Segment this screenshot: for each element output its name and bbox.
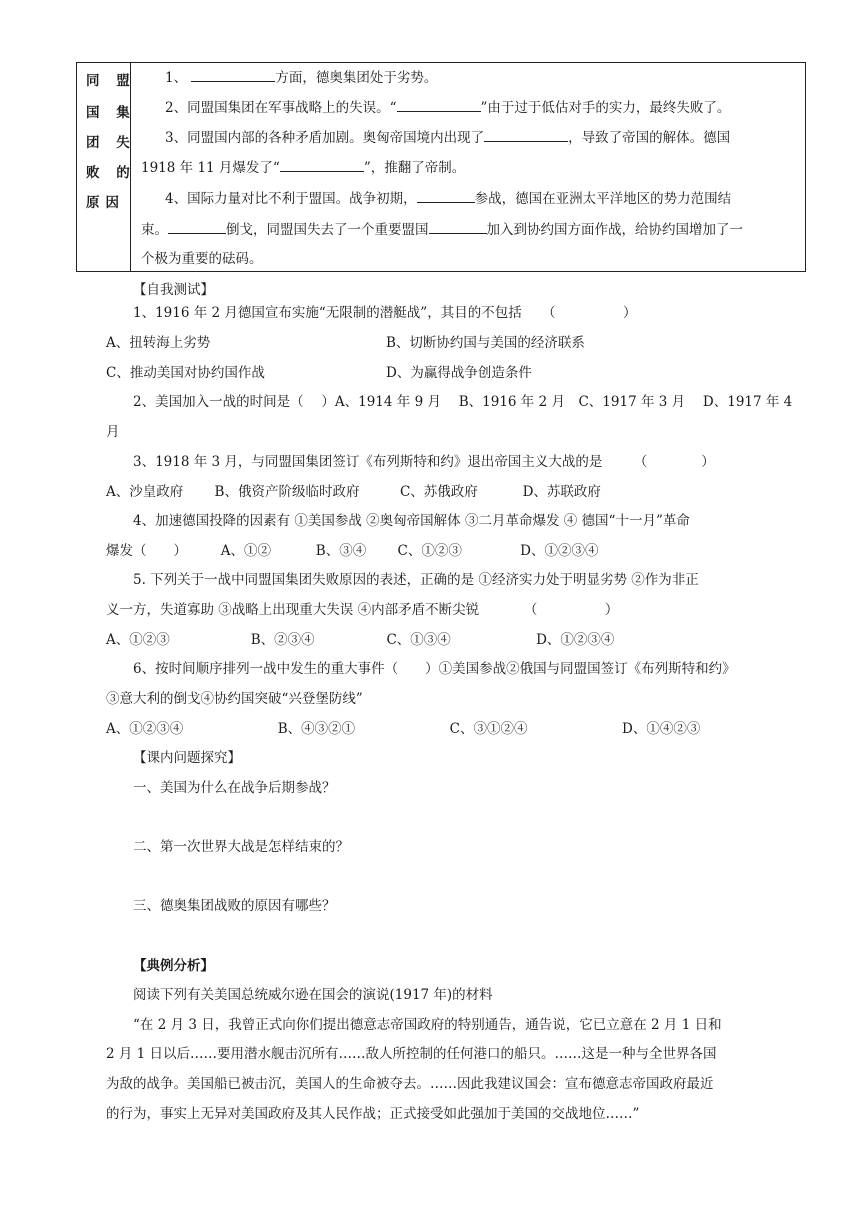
question-6-cont: ③意大利的倒戈④协约国突破“兴登堡防线” [106, 691, 363, 707]
text: 束。 [141, 222, 168, 238]
text: ”，推翻了帝制。 [363, 160, 466, 176]
failure-reasons-table [76, 62, 806, 272]
example-intro: 阅读下列有关美国总统威尔逊在国会的演说(1917 年)的材料 [133, 987, 493, 1003]
fill-blank[interactable] [168, 220, 226, 234]
inquiry-question-1: 一、美国为什么在战争后期参战？ [133, 780, 336, 796]
question-4: 4、加速德国投降的因素有 ①美国参战 ②奥匈帝国解体 ③二月革命爆发 ④ 德国“十一月”革命 [133, 513, 690, 529]
text: 2、同盟国集团在军事战略上的失误。“ [165, 100, 397, 116]
text: ，导致了帝国的解体。德国 [568, 130, 731, 146]
text: ”由于过于低估对手的实力，最终失败了。 [480, 100, 731, 116]
fill-blank[interactable] [280, 158, 364, 172]
row-label-line: 团 失 [86, 135, 136, 151]
row-label-line: 原因 [86, 195, 125, 211]
fill-blank[interactable] [429, 220, 487, 234]
question-5: 5. 下列关于一战中同盟国集团失败原因的表述，正确的是 ①经济实力处于明显劣势 ②作为非正 [133, 572, 699, 588]
table-line [165, 128, 797, 147]
text: 参战，德国在亚洲太平洋地区的势力范围结 [474, 191, 732, 207]
question-4-cont: 爆发（ ） A、①② B、③④ C、①②③ D、①②③④ [106, 543, 599, 559]
question-1: 1、1916 年 2 月德国宣布实施“无限制的潜艇战”，其目的不包括 （ ） [133, 305, 637, 321]
q5-options: A、①②③ B、②③④ C、①③④ D、①②③④ [106, 632, 615, 648]
text: 倒戈，同盟国失去了一个重要盟国 [226, 222, 429, 238]
question-6: 6、按时间顺序排列一战中发生的重大事件（ ）①美国参战②俄国与同盟国签订《布列斯特和约》 [133, 661, 736, 677]
row-label-line: 国 集 [86, 105, 136, 121]
question-2-cont: 月 [106, 424, 120, 440]
q1-option-c: C、推动美国对协约国作战 [106, 365, 265, 381]
fill-blank[interactable] [417, 189, 475, 203]
table-content [131, 63, 805, 271]
question-3: 3、1918 年 3 月，与同盟国集团签订《布列斯特和约》退出帝国主义大战的是 （ ） [133, 454, 715, 470]
text: 1918 年 11 月爆发了“ [141, 160, 280, 176]
fill-blank[interactable] [484, 128, 568, 142]
example-quote-line: “在 2 月 3 日，我曾正式向你们提出德意志帝国政府的特别通告，通告说，它已立意在 2 月 1 日和 [133, 1017, 722, 1033]
q1-option-b: B、切断协约国与美国的经济联系 [386, 335, 585, 351]
q6-options: A、①②③④ B、④③②① C、③①②④ D、①④②③ [106, 721, 701, 737]
inquiry-question-2: 二、第一次世界大战是怎样结束的？ [133, 839, 349, 855]
example-quote-line: 2 月 1 日以后……要用潜水舰击沉所有……敌人所控制的任何港口的船只。……这是一种与全世界各国 [106, 1046, 717, 1062]
text: 4、国际力量对比不利于盟国。战争初期， [165, 191, 417, 207]
row-label-line: 同 盟 [86, 73, 136, 89]
text: 加入到协约国方面作战，给协约国增加了一 [486, 222, 743, 238]
example-quote-line: 的行为，事实上无异对美国政府及其人民作战；正式接受如此强加于美国的交战地位……” [106, 1106, 640, 1122]
inquiry-question-3: 三、德奥集团战败的原因有哪些？ [133, 898, 336, 914]
question-2: 2、美国加入一战的时间是（ ）A、1914 年 9 月 B、1916 年 2 月 C、1917 年 3 月 D、1917 年 4 [133, 394, 793, 410]
table-line [165, 68, 797, 87]
row-label-line: 败 的 [86, 165, 136, 181]
text: 3、同盟国内部的各种矛盾加剧。奥匈帝国境内出现了 [165, 130, 485, 146]
text: 1、 [165, 70, 192, 86]
table-line [165, 98, 797, 117]
table-row-label [77, 63, 136, 271]
fill-blank[interactable] [191, 68, 275, 82]
section-heading-self-test: 【自我测试】 [133, 282, 214, 298]
text: 方面，德奥集团处于劣势。 [275, 70, 438, 86]
section-heading-inquiry: 【课内问题探究】 [133, 750, 241, 766]
fill-blank[interactable] [397, 98, 481, 112]
table-line [165, 189, 797, 208]
example-quote-line: 为敌的战争。美国船已被击沉，美国人的生命被夺去。……因此我建议国会：宣布德意志帝国政府最近 [106, 1076, 714, 1092]
table-line [141, 220, 797, 239]
question-5-cont: 义一方，失道寡助 ③战略上出现重大失误 ④内部矛盾不断尖锐 （ ） [106, 602, 619, 618]
q1-option-a: A、扭转海上劣势 [106, 335, 211, 351]
q3-options: A、沙皇政府 B、俄资产阶级临时政府 C、苏俄政府 D、苏联政府 [106, 484, 601, 500]
q1-option-d: D、为赢得战争创造条件 [386, 365, 532, 381]
table-line [141, 158, 797, 177]
section-heading-example: 【典例分析】 [133, 958, 214, 974]
table-line: 个极为重要的砝码。 [141, 251, 263, 267]
